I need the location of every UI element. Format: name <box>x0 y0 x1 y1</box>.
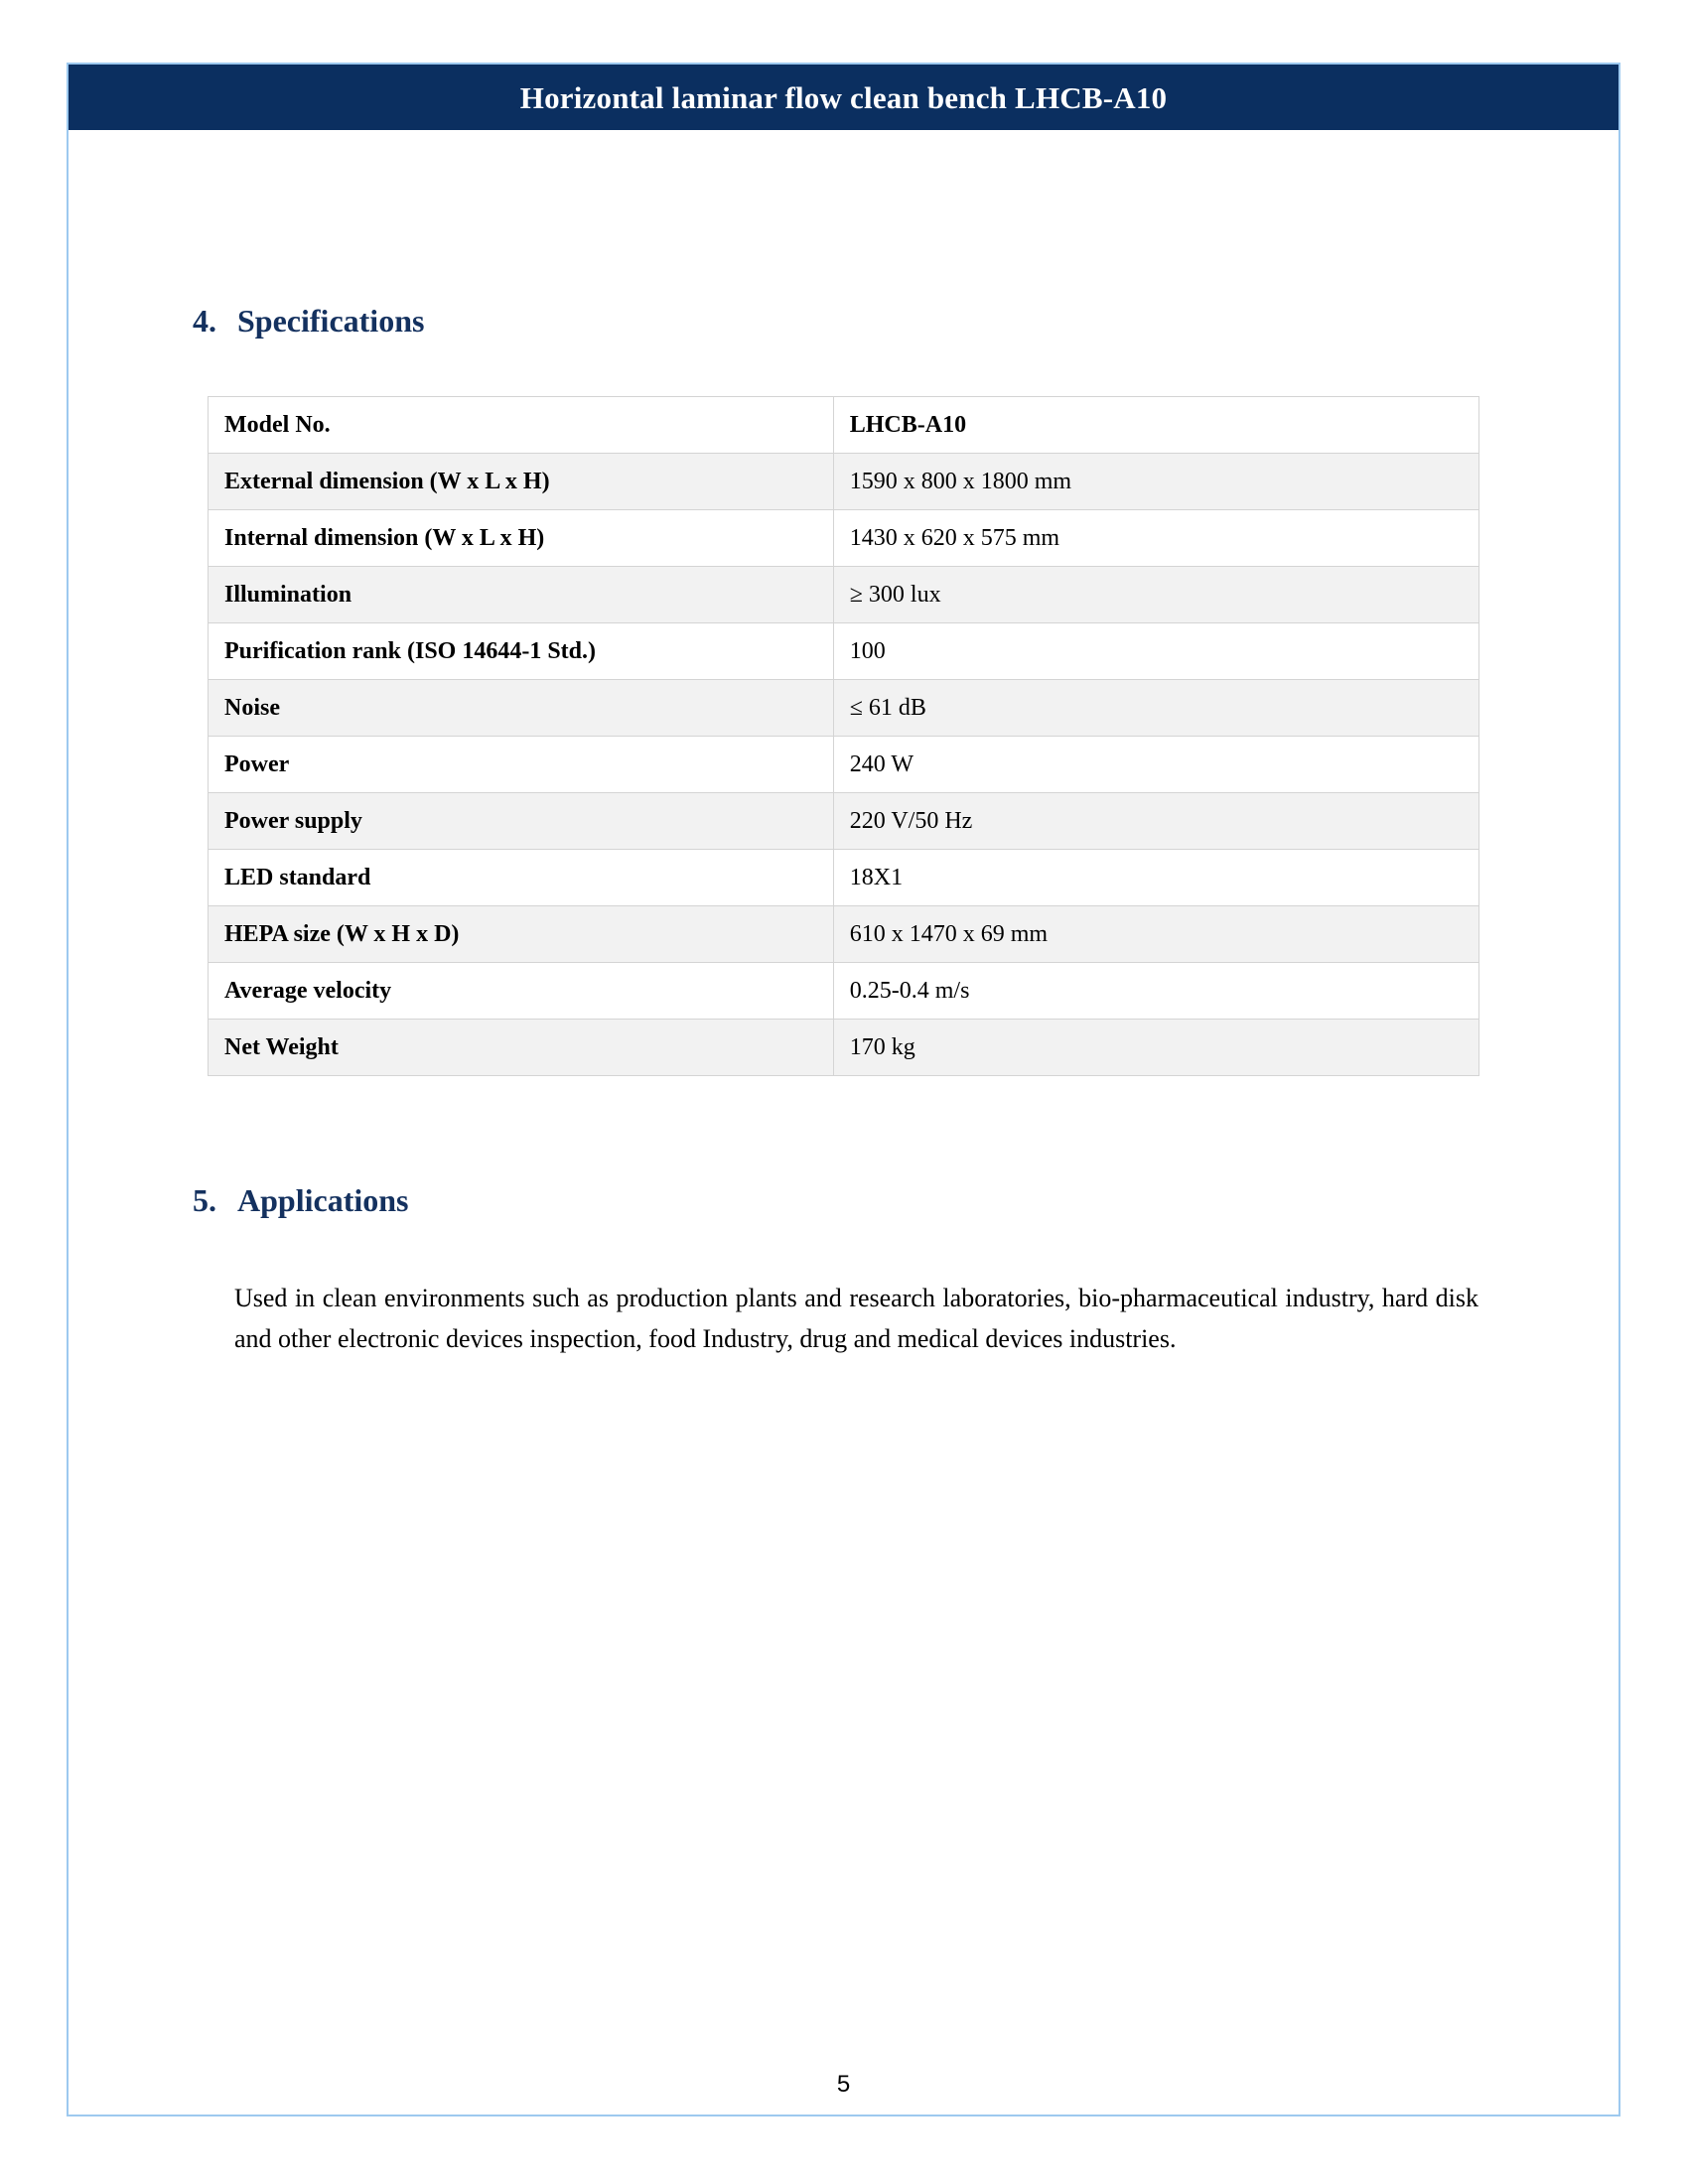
page-number: 5 <box>836 2071 851 2098</box>
table-row <box>209 963 1479 1020</box>
document-header-band <box>69 65 1618 130</box>
section-heading-specifications <box>193 304 424 339</box>
spec-value-cell: 220 V/50 Hz <box>833 793 1478 850</box>
table-row <box>209 737 1479 793</box>
spec-label-cell: Power <box>209 737 834 793</box>
specifications-table-container <box>208 396 1479 1076</box>
spec-value-cell: 240 W <box>833 737 1478 793</box>
section-number-applications: 5. <box>193 1182 216 1218</box>
table-row <box>209 793 1479 850</box>
spec-label-cell: External dimension (W x L x H) <box>209 454 834 510</box>
spec-label-cell: Net Weight <box>209 1020 834 1076</box>
spec-label-cell: Noise <box>209 680 834 737</box>
spec-label-cell: Internal dimension (W x L x H) <box>209 510 834 567</box>
spec-label-cell: HEPA size (W x H x D) <box>209 906 834 963</box>
page-content <box>69 130 1618 2116</box>
spec-value-cell: 1430 x 620 x 575 mm <box>833 510 1478 567</box>
table-row <box>209 1020 1479 1076</box>
spec-label-cell: Illumination <box>209 567 834 623</box>
section-heading-applications <box>193 1183 408 1218</box>
section-number-specifications: 4. <box>193 303 216 339</box>
section-title-applications: Applications <box>237 1182 409 1218</box>
table-row <box>209 680 1479 737</box>
table-row <box>209 906 1479 963</box>
spec-label-cell: LED standard <box>209 850 834 906</box>
spec-value-cell: 18X1 <box>833 850 1478 906</box>
table-row <box>209 454 1479 510</box>
specifications-table-body <box>209 397 1479 1076</box>
table-row <box>209 850 1479 906</box>
table-row <box>209 567 1479 623</box>
specifications-table <box>208 396 1479 1076</box>
document-page <box>67 63 1620 2116</box>
document-title: Horizontal laminar flow clean bench LHCB-A10 <box>519 79 1168 115</box>
spec-label-cell: Power supply <box>209 793 834 850</box>
table-row <box>209 510 1479 567</box>
table-row <box>209 397 1479 454</box>
section-title-specifications: Specifications <box>237 303 425 339</box>
spec-value-cell: LHCB-A10 <box>833 397 1478 454</box>
applications-paragraph: Used in clean environments such as production plants and research laboratories, bio-pharmaceutical industry, hard disk and other electronic devices inspection, food Industry, drug and medical devices industries. <box>234 1284 1478 1354</box>
spec-label-cell: Average velocity <box>209 963 834 1020</box>
spec-label-cell: Model No. <box>209 397 834 454</box>
spec-value-cell: ≥ 300 lux <box>833 567 1478 623</box>
table-row <box>209 623 1479 680</box>
spec-label-cell: Purification rank (ISO 14644-1 Std.) <box>209 623 834 680</box>
spec-value-cell: 0.25-0.4 m/s <box>833 963 1478 1020</box>
spec-value-cell: ≤ 61 dB <box>833 680 1478 737</box>
spec-value-cell: 1590 x 800 x 1800 mm <box>833 454 1478 510</box>
spec-value-cell: 170 kg <box>833 1020 1478 1076</box>
spec-value-cell: 100 <box>833 623 1478 680</box>
spec-value-cell: 610 x 1470 x 69 mm <box>833 906 1478 963</box>
